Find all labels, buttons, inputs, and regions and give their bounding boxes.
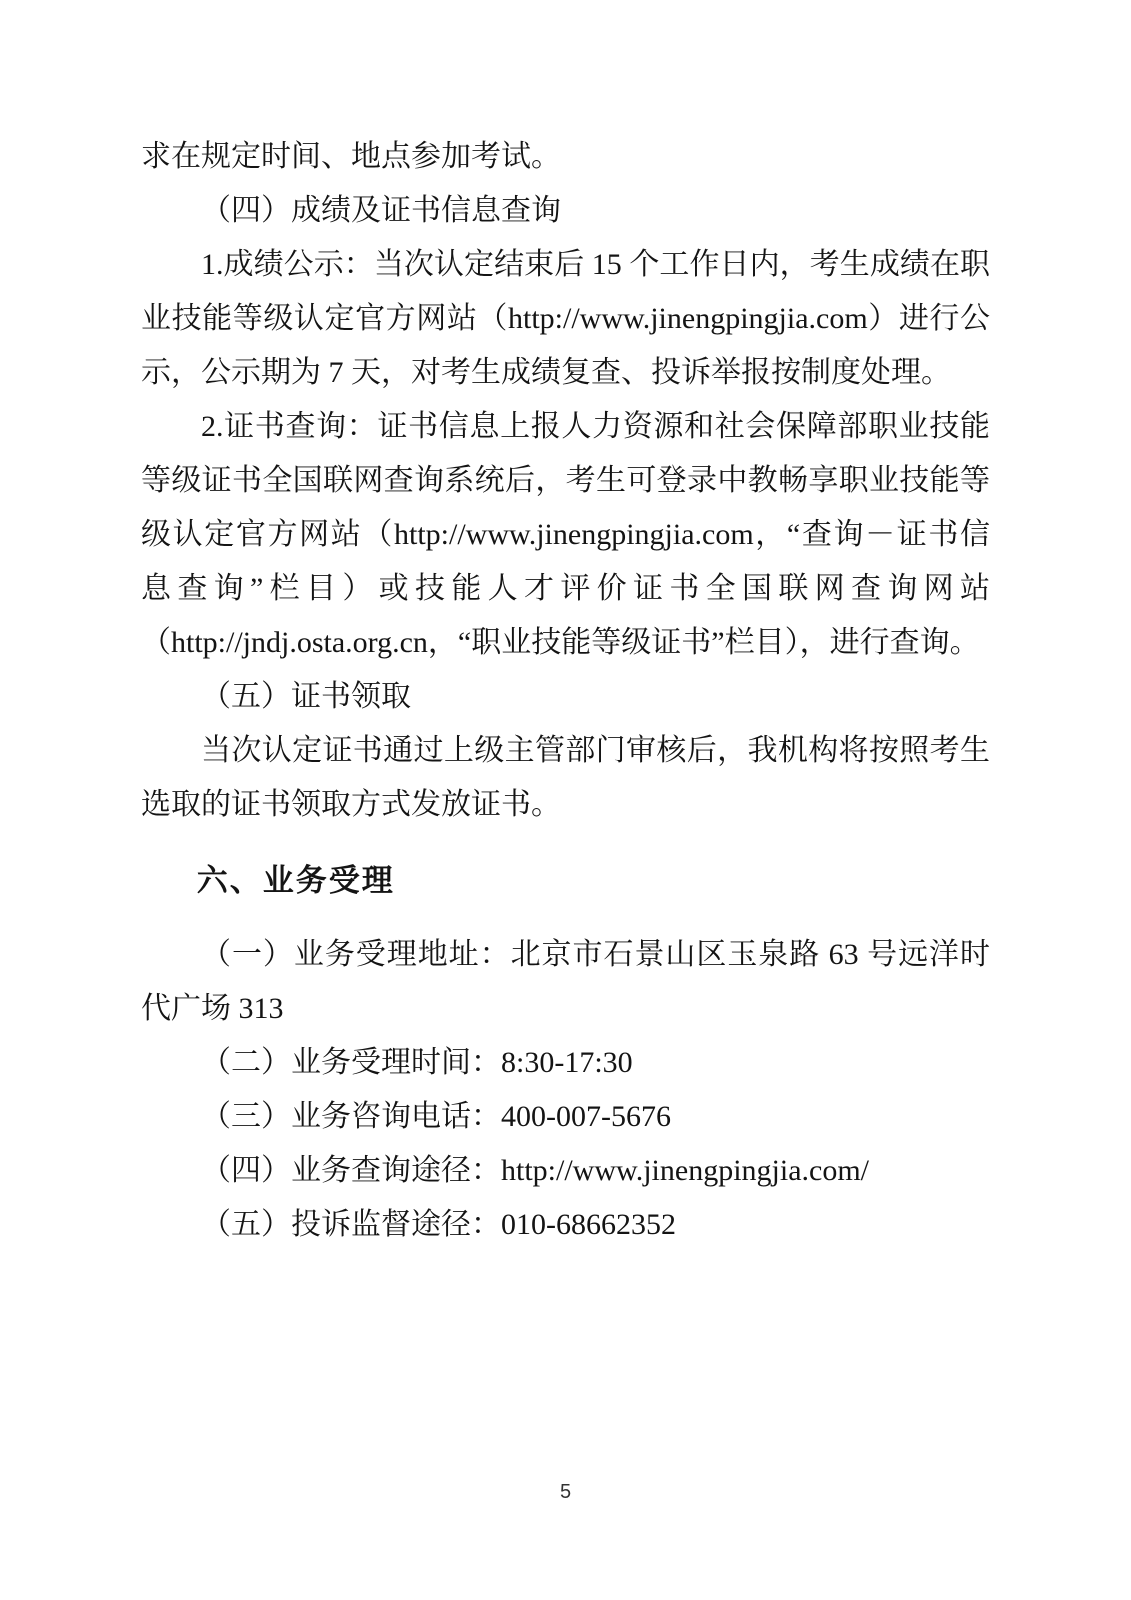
subsection-heading-4: （四）成绩及证书信息查询 — [201, 194, 561, 227]
page-number: 5 — [559, 1481, 572, 1503]
subsection-heading-5: （五）证书领取 — [201, 680, 411, 713]
document-body — [141, 130, 990, 1252]
paragraph-continuation: 求在规定时间、地点参加考试。 — [141, 140, 561, 173]
paragraph-score-publicity: 1.成绩公示：当次认定结束后 15 个工作日内，考生成绩在职业技能等级认定官方网站（http://www.jinengpingjia.com）进行公示，公示期为 7 天，对考生成绩复查、投诉举报按制度处理。 — [141, 248, 990, 389]
service-item-phone: （三）业务咨询电话：400-007-5676 — [201, 1100, 671, 1133]
section-heading-business: 六、业务受理 — [196, 863, 395, 898]
service-item-website: （四）业务查询途径：http://www.jinengpingjia.com/ — [201, 1154, 870, 1187]
service-item-complaint: （五）投诉监督途径：010-68662352 — [201, 1208, 676, 1241]
paragraph-certificate-issue: 当次认定证书通过上级主管部门审核后，我机构将按照考生选取的证书领取方式发放证书。 — [141, 734, 990, 821]
service-item-address: （一）业务受理地址：北京市石景山区玉泉路 63 号远洋时代广场 313 — [141, 938, 990, 1025]
service-item-hours: （二）业务受理时间：8:30-17:30 — [201, 1046, 633, 1079]
paragraph-certificate-query: 2.证书查询：证书信息上报人力资源和社会保障部职业技能等级证书全国联网查询系统后，考生可登录中教畅享职业技能等级认定官方网站（http://www.jinengpingjia.com，“查询－证书信息查询”栏目）或技能人才评价证书全国联网查询网站（http://jndj.osta.org.cn，“职业技能等级证书”栏目），进行查询。 — [141, 410, 990, 659]
